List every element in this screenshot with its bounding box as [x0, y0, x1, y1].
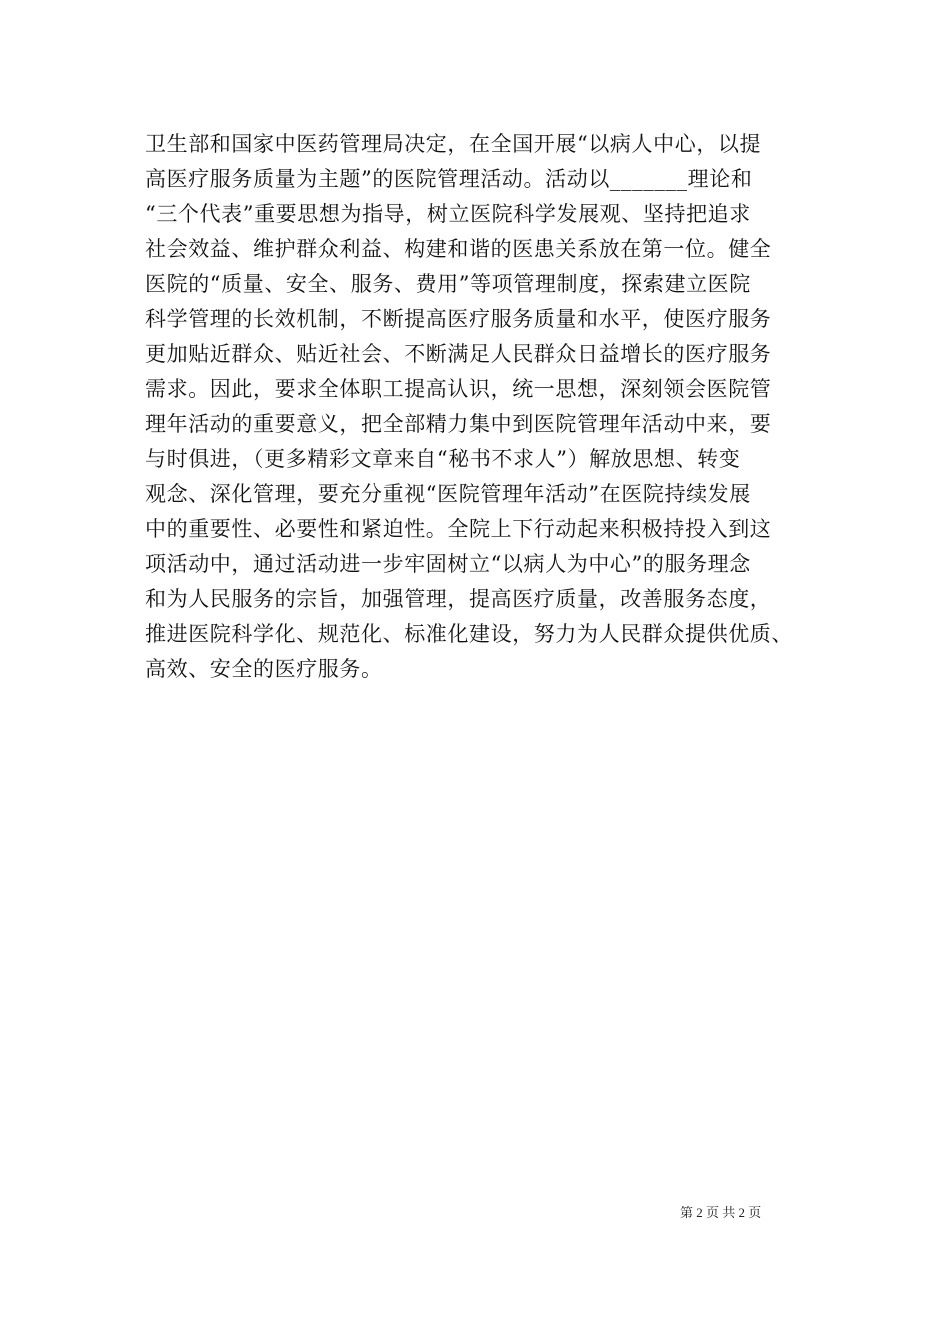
- paragraph-line: 和为人民服务的宗旨，加强管理，提高医疗质量，改善服务态度，: [145, 587, 772, 611]
- paragraph-line: 高医疗服务质量为主题”的医院管理活动。活动以_______理论和: [145, 167, 753, 191]
- paragraph-line: 医院的“质量、安全、服务、费用”等项管理制度，探索建立医院: [145, 272, 751, 296]
- paragraph-line: 中的重要性、必要性和紧迫性。全院上下行动起来积极持投入到这: [145, 517, 772, 541]
- paragraph-line: 高效、安全的医疗服务。: [145, 657, 383, 681]
- paragraph-line: 社会效益、维护群众利益、构建和谐的医患关系放在第一位。健全: [145, 237, 772, 261]
- paragraph-line: 卫生部和国家中医药管理局决定，在全国开展“以病人中心，以提: [145, 132, 762, 156]
- paragraph-line: 更加贴近群众、贴近社会、不断满足人民群众日益增长的医疗服务: [145, 342, 772, 366]
- paragraph-line: 理年活动的重要意义，把全部精力集中到医院管理年活动中来，要: [145, 412, 772, 436]
- paragraph-line: 项活动中，通过活动进一步牢固树立“以病人为中心”的服务理念: [145, 552, 751, 576]
- paragraph-line: 科学管理的长效机制，不断提高医疗服务质量和水平，使医疗服务: [145, 307, 772, 331]
- paragraph-line: 观念、深化管理，要充分重视“医院管理年活动”在医院持续发展: [145, 482, 751, 506]
- paragraph-line: 推进医院科学化、规范化、标准化建设，努力为人民群众提供优质、: [145, 622, 793, 646]
- paragraph-line: 需求。因此，要求全体职工提高认识，统一思想，深刻领会医院管: [145, 377, 772, 401]
- paragraph-line: 与时俱进，（更多精彩文章来自“秘书不求人”）解放思想、转变: [145, 447, 741, 471]
- body-paragraph: [145, 127, 835, 687]
- page-number-footer: 第 2 页 共 2 页: [680, 1205, 762, 1220]
- paragraph-line: “三个代表”重要思想为指导，树立医院科学发展观、坚持把追求: [145, 202, 751, 226]
